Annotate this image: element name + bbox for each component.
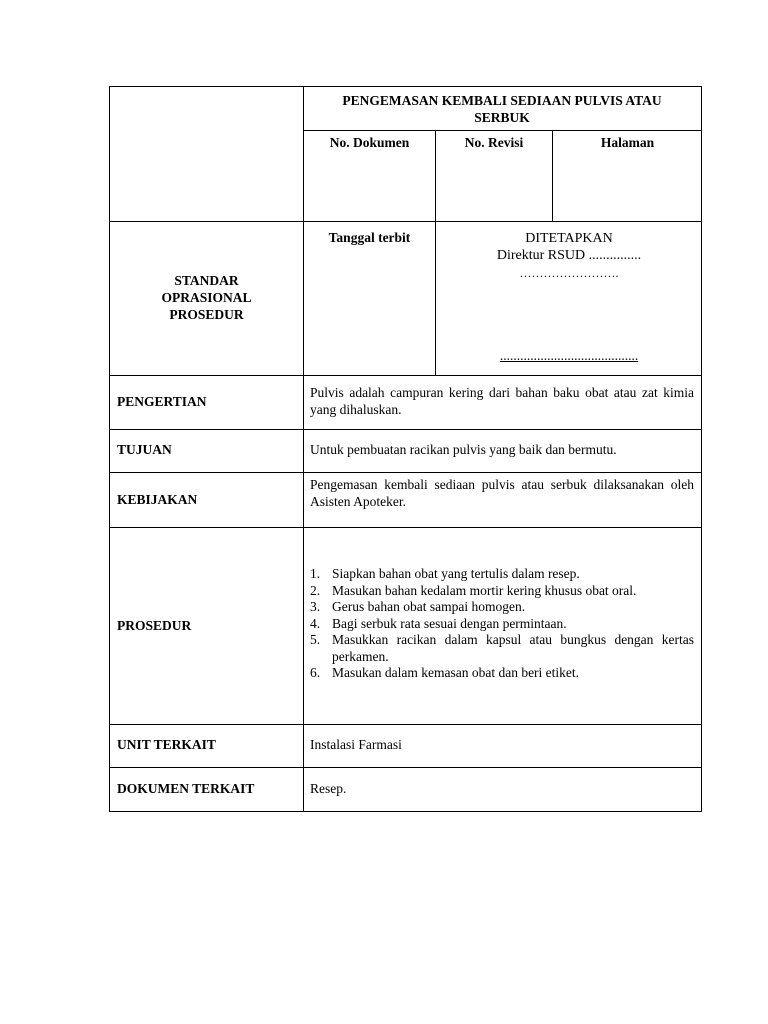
tujuan-text: Untuk pembuatan racikan pulvis yang baik dan bermutu. [310, 442, 617, 457]
document-title: PENGEMASAN KEMBALI SEDIAAN PULVIS ATAU SERBUK [342, 93, 662, 125]
step-text: Bagi serbuk rata sesuai dengan permintaan. [332, 615, 567, 631]
signature-line: ......................................... [499, 348, 639, 363]
halaman-label: Halaman [600, 135, 655, 150]
sop-label-line1: STANDAR [174, 273, 239, 288]
step-number: 1. [310, 566, 321, 581]
kebijakan-label: KEBIJAKAN [117, 492, 198, 507]
dokumen-terkait-text: Resep. [310, 781, 347, 796]
kebijakan-text: Pengemasan kembali sediaan pulvis atau serbuk dilaksanakan oleh Asisten Apoteker. [310, 477, 694, 509]
list-item [310, 566, 694, 583]
row-divider [109, 221, 702, 222]
no-revisi-label: No. Revisi [464, 135, 524, 150]
tujuan-label: TUJUAN [117, 442, 172, 457]
list-item [310, 665, 694, 682]
step-text: Gerus bahan obat sampai homogen. [332, 599, 526, 614]
step-text: Siapkan bahan obat yang tertulis dalam resep. [332, 566, 580, 581]
list-item [310, 616, 694, 633]
row-divider [109, 472, 702, 473]
list-item [310, 583, 694, 600]
row-divider [109, 527, 702, 528]
step-number: 6. [310, 665, 321, 680]
unit-terkait-label: UNIT TERKAIT [117, 737, 216, 752]
step-text: Masukkan racikan dalam kapsul atau bungkus dengan kertas perkamen. [332, 632, 694, 664]
prosedur-label: PROSEDUR [117, 618, 192, 633]
step-number: 2. [310, 582, 321, 598]
prosedur-steps [310, 566, 694, 682]
row-divider [109, 375, 702, 376]
step-number: 5. [310, 632, 321, 647]
tanggal-terbit-label: Tanggal terbit [328, 230, 411, 245]
sop-label-line3: PROSEDUR [169, 307, 244, 322]
list-item [310, 632, 694, 665]
step-number: 3. [310, 599, 321, 614]
direktur-label: Direktur RSUD ............... [496, 248, 642, 263]
row-divider [303, 130, 702, 131]
unit-terkait-text: Instalasi Farmasi [310, 737, 402, 752]
step-text: Masukan bahan kedalam mortir kering khusus obat oral. [332, 582, 637, 598]
step-text: Masukan dalam kemasan obat dan beri etiket. [332, 665, 580, 680]
row-divider [109, 429, 702, 430]
sop-label-line2: OPRASIONAL [161, 290, 252, 305]
step-number: 4. [310, 615, 321, 631]
list-item [310, 599, 694, 616]
no-dokumen-label: No. Dokumen [329, 135, 410, 150]
pengertian-text: Pulvis adalah campuran kering dari bahan baku obat atau zat kimia yang dihaluskan. [310, 385, 694, 417]
column-divider [303, 86, 304, 812]
row-divider [109, 767, 702, 768]
row-divider [109, 724, 702, 725]
ditetapkan-label: DITETAPKAN [525, 231, 613, 246]
direktur-dots: ……………………. [519, 266, 619, 280]
dokumen-terkait-label: DOKUMEN TERKAIT [117, 781, 255, 796]
pengertian-label: PENGERTIAN [117, 394, 207, 409]
